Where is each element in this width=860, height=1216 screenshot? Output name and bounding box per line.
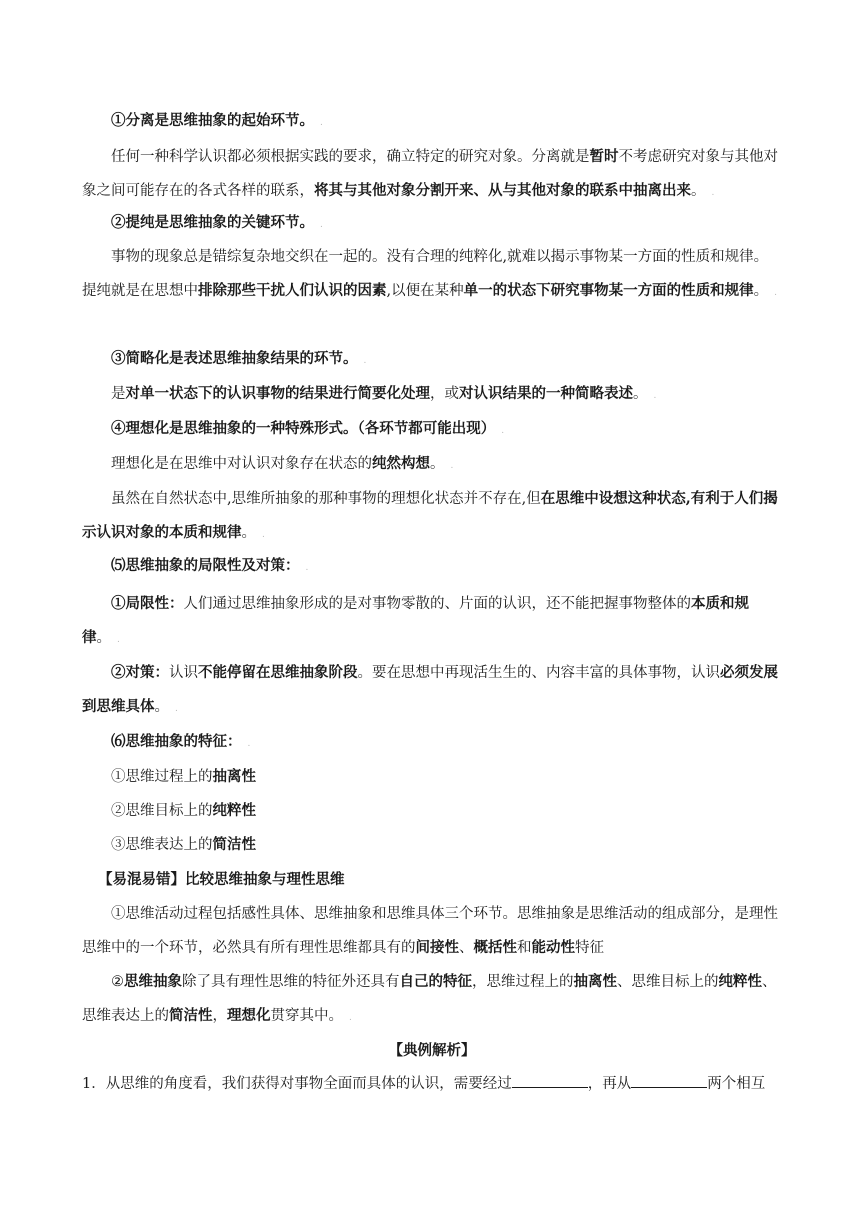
paragraph-12: ②对策：认识不能停留在思维抽象阶段。要在思想中再现活生生的、内容丰富的具体事物，认识必须发展到思维具体。 . — [82, 664, 778, 715]
heading-idealization: ④理想化是思维抽象的一种特殊形式。（各环节都可能出现） — [111, 420, 496, 437]
paragraph-18: ①思维活动过程包括感性具体、思维抽象和思维具体三个环节。思维抽象是思维活动的组成部分，是理性思维中的一个环节，必然具有所有理性思维都具有的间接性、概括性和能动性特征 — [82, 906, 778, 956]
paragraph-11: ①局限性：人们通过思维抽象形成的是对事物零散的、片面的认识，还不能把握事物整体的本质和规律。 . — [82, 595, 749, 646]
paragraph-7: ④理想化是思维抽象的一种特殊形式。（各环节都可能出现） . — [111, 420, 505, 437]
paragraph-4: 事物的现象总是错综复杂地交织在一起的。没有合理的纯粹化,就难以揭示事物某一方面的性质和规律。提纯就是在思想中排除那些干扰人们认识的因素,以便在某种单一的状态下研究事物某一方面的性质和规律。 . — [82, 249, 777, 299]
heading-features: ⑹思维抽象的特征： — [111, 733, 242, 750]
paragraph-9: 虽然在自然状态中,思维所抽象的那种事物的理想化状态并不存在,但在思维中设想这种状态,有利于人们揭示认识对象的本质和规律。 . — [82, 490, 778, 541]
section-title-examples: 【典例解析】 — [388, 1042, 476, 1059]
paragraph-8: 理想化是在思维中对认识对象存在状态的纯然构想。 . — [111, 455, 454, 472]
paragraph-3: ②提纯是思维抽象的关键环节。 . — [111, 214, 323, 231]
paragraph-19: ②思维抽象除了具有理性思维的特征外还具有自己的特征，思维过程上的抽离性、思维目标上的纯粹性、思维表达上的简洁性，理想化贯穿其中。 . — [82, 973, 777, 1024]
paragraph-10: ⑸思维抽象的局限性及对策： . — [111, 557, 309, 574]
heading-limitations: ⑸思维抽象的局限性及对策： — [111, 557, 300, 574]
question-1: 1．从思维的角度看，我们获得对事物全面而具体的认识，需要经过 ，再从 两个相互 — [82, 1068, 782, 1101]
answer-blank[interactable] — [512, 1073, 588, 1088]
paragraph-6: 是对单一状态下的认识事物的结果进行简要化处理，或对认识结果的一种简略表述。 . — [111, 385, 657, 402]
heading-purification: ②提纯是思维抽象的关键环节。 — [111, 214, 314, 231]
heading-simplification: ③简略化是表述思维抽象结果的环节。 — [111, 350, 358, 367]
paragraph-confusion-heading — [98, 863, 782, 897]
answer-blank[interactable] — [631, 1073, 707, 1088]
paragraph-13: ⑹思维抽象的特征： . — [111, 733, 251, 750]
section-title-confusion: 【易混易错】比较思维抽象与理性思维 — [98, 871, 345, 888]
heading-separation: ①分离是思维抽象的起始环节。 — [111, 112, 314, 129]
list-item: ②思维目标上的纯粹性 — [111, 802, 256, 819]
list-item: ①思维过程上的抽离性 — [111, 768, 256, 785]
paragraph-5: ③简略化是表述思维抽象结果的环节。 . — [111, 350, 367, 367]
list-item: ③思维表达上的简洁性 — [111, 836, 256, 853]
paragraph-2: 任何一种科学认识都必须根据实践的要求，确立特定的研究对象。分离就是暂时不考虑研究对象与其他对象之间可能存在的各式各样的联系，将其与其他对象分割开来、从与其他对象的联系中抽离出来。 . — [82, 148, 778, 199]
paragraph-1: ①分离是思维抽象的起始环节。 . — [111, 112, 323, 129]
